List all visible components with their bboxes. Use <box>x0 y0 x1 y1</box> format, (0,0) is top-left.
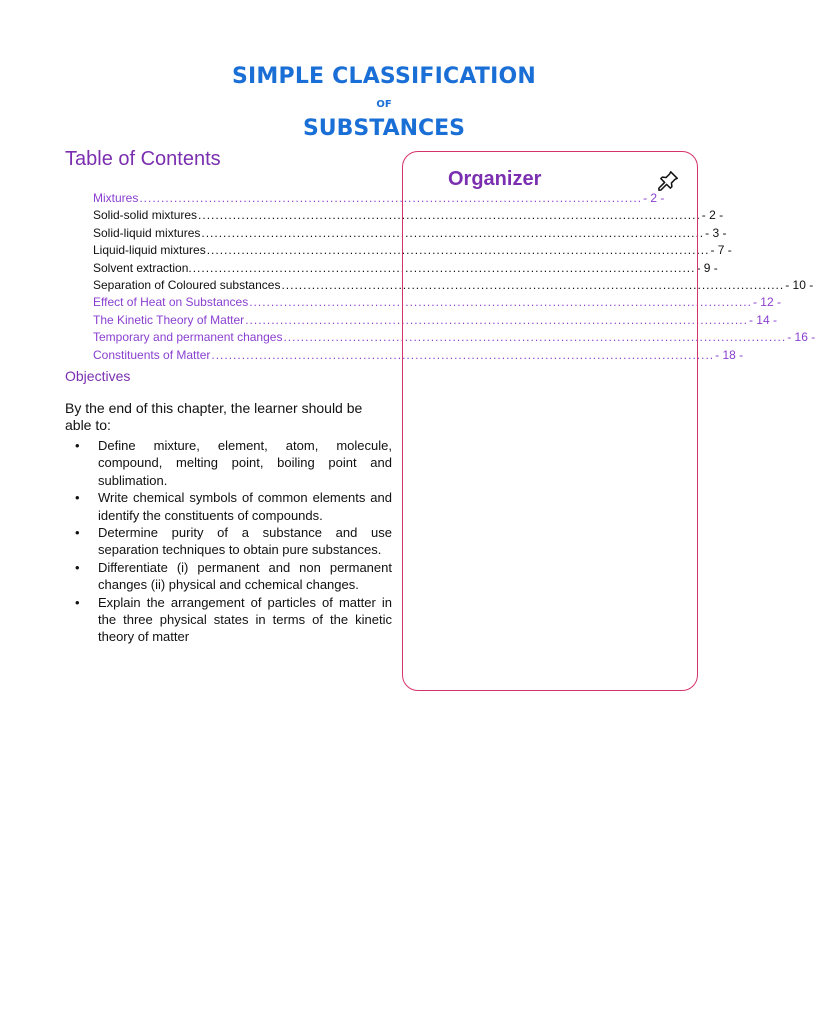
toc-entry-page: - 14 - <box>748 312 777 327</box>
toc-leader-dots: .................................................................................................................... <box>249 295 752 310</box>
title-line-1: SIMPLE CLASSIFICATION <box>231 64 536 89</box>
objective-item <box>65 489 392 524</box>
toc-entry-effect-of-heat[interactable] <box>93 295 781 312</box>
toc-entry-page: - 10 - <box>785 277 814 292</box>
title-of: OF <box>376 99 392 110</box>
toc-entry-label: Liquid-liquid mixtures <box>93 243 206 258</box>
toc-entry-page: - 18 - <box>715 347 744 362</box>
toc-entry-label: Solid-solid mixtures <box>93 208 198 223</box>
objective-text: Write chemical symbols of common elements and identify the constituents of compounds. <box>98 490 392 523</box>
toc-heading: Table of Contents <box>65 148 221 170</box>
toc-entry-kinetic-theory[interactable] <box>93 312 777 330</box>
bullet-icon: • <box>75 594 80 610</box>
toc-entry-page: - 12 - <box>752 295 781 310</box>
toc-entry-page: - 3 - <box>705 225 727 240</box>
bullet-icon: • <box>75 490 80 506</box>
toc-leader-dots: .................................................................................................................... <box>206 243 710 258</box>
toc-leader-dots: .................................................................................................................... <box>245 312 748 327</box>
toc-entry-mixtures[interactable] <box>93 191 665 208</box>
organizer-title: Organizer <box>448 168 542 190</box>
objectives-intro: By the end of this chapter, the learner should be able to: <box>65 400 363 433</box>
toc-leader-dots: .................................................................................................................... <box>211 347 715 362</box>
toc-entry-liquid-liquid[interactable] <box>93 243 732 260</box>
toc-entry-label: The Kinetic Theory of Matter <box>93 312 245 327</box>
toc-leader-dots: .................................................................................................................... <box>192 260 696 275</box>
objective-text: Explain the arrangement of particles of matter in the three physical states in terms of the kinetic theory of matter <box>98 594 392 645</box>
pushpin-icon[interactable] <box>655 168 681 194</box>
bullet-icon: • <box>75 438 80 453</box>
toc-entry-page: - 2 - <box>701 208 724 223</box>
toc-leader-dots: .................................................................................................................... <box>281 277 785 292</box>
toc-leader-dots: .................................................................................................................... <box>283 330 787 345</box>
toc-entry-coloured-substances[interactable] <box>93 277 814 295</box>
toc-entry-label: Constituents of Matter <box>93 347 211 362</box>
objective-item <box>65 524 392 559</box>
objectives-list <box>65 437 392 646</box>
toc-entry-solvent-extraction[interactable] <box>93 260 718 278</box>
toc-entry-label: Separation of Coloured substances <box>93 277 281 292</box>
bullet-icon: • <box>75 559 80 575</box>
objectives-heading: Objectives <box>65 368 131 384</box>
toc-entry-label: Effect of Heat on Substances <box>93 295 249 310</box>
toc-entry-label: Solvent extraction. <box>93 260 192 275</box>
toc-entry-solid-solid[interactable] <box>93 208 724 225</box>
objective-item <box>65 559 392 594</box>
toc-entry-page: - 9 - <box>696 260 718 275</box>
objective-item <box>65 437 392 489</box>
toc-leader-dots: .................................................................................................................... <box>139 191 643 205</box>
objective-text: Define mixture, element, atom, molecule, compound, melting point, boiling point and sublimation. <box>98 438 392 488</box>
bullet-icon: • <box>75 525 80 541</box>
objective-text: Determine purity of a substance and use separation techniques to obtain pure substances. <box>98 525 392 558</box>
toc-entry-solid-liquid[interactable] <box>93 225 727 243</box>
toc-entry-label: Solid-liquid mixtures <box>93 225 201 240</box>
toc-leader-dots: .................................................................................................................... <box>198 208 701 223</box>
objective-text: Differentiate (i) permanent and non permanent changes (ii) physical and cchemical changes. <box>98 559 392 593</box>
organizer-panel <box>402 151 698 691</box>
toc-entry-page: - 2 - <box>643 191 665 205</box>
toc-leader-dots: .................................................................................................................... <box>201 225 705 240</box>
objective-item <box>65 594 392 646</box>
toc-entry-constituents[interactable] <box>93 347 744 365</box>
table-of-contents <box>93 191 815 365</box>
title-line-2: SUBSTANCES <box>302 116 466 141</box>
toc-entry-label: Mixtures <box>93 191 139 205</box>
toc-entry-page: - 7 - <box>710 243 732 258</box>
toc-entry-page: - 16 - <box>787 330 815 345</box>
toc-entry-label: Temporary and permanent changes <box>93 330 283 345</box>
toc-entry-temporary-permanent[interactable] <box>93 330 815 347</box>
